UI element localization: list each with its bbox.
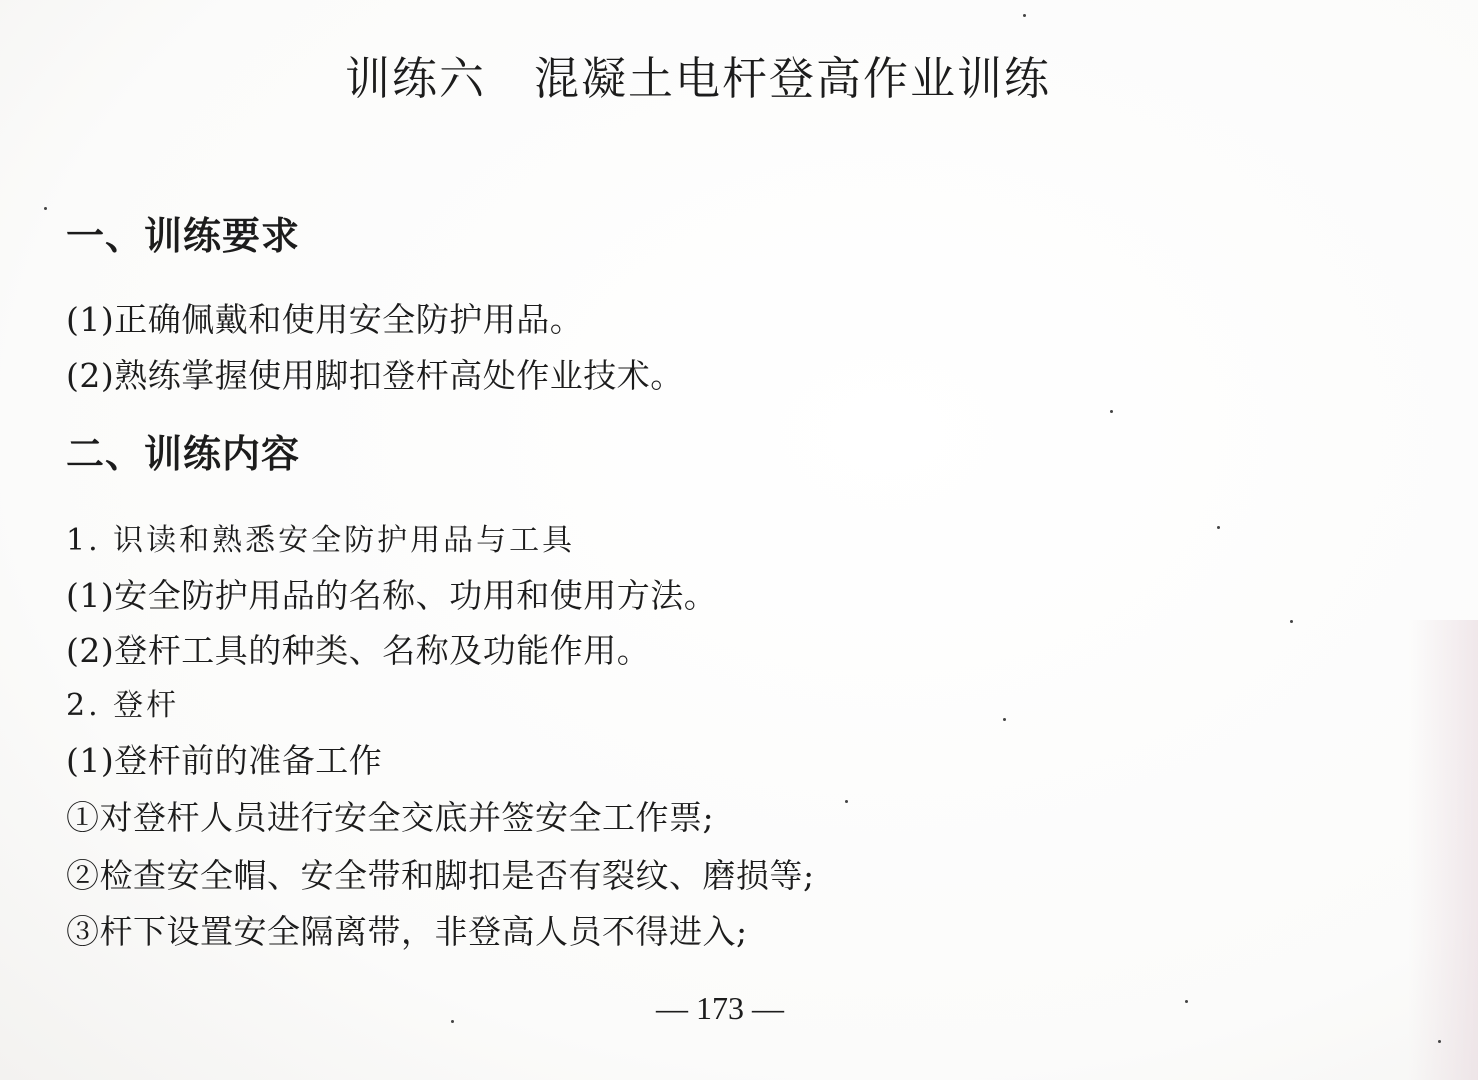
climb-prep-heading: (1)登杆前的准备工作: [66, 741, 383, 780]
paper-speck: [44, 207, 47, 210]
content-item-2: (2)登杆工具的种类、名称及功能作用。: [66, 631, 651, 670]
climb-step-1: ①对登杆人员进行安全交底并签安全工作票;: [66, 798, 715, 837]
paper-speck: [1217, 526, 1220, 529]
subsection-heading-1: 1. 识读和熟悉安全防护用品与工具: [66, 523, 576, 558]
title-main: 混凝土电杆登高作业训练: [534, 52, 1052, 105]
climb-step-2: ②检查安全帽、安全带和脚扣是否有裂纹、磨损等;: [66, 856, 815, 895]
paper-speck: [1185, 1000, 1188, 1003]
requirement-item-2: (2)熟练掌握使用脚扣登杆高处作业技术。: [66, 356, 684, 395]
paper-speck: [1110, 410, 1113, 413]
section-heading-requirements: 一、训练要求: [66, 214, 301, 258]
paper-speck: [1290, 620, 1293, 623]
section-heading-content: 二、训练内容: [66, 432, 301, 476]
subsection-heading-2: 2. 登杆: [66, 688, 180, 723]
title-prefix: 训练六: [345, 52, 487, 105]
paper-speck: [451, 1020, 454, 1023]
paper-speck: [1003, 718, 1006, 721]
content-item-1: (1)安全防护用品的名称、功用和使用方法。: [66, 576, 718, 615]
page-number: — 173 —: [656, 990, 784, 1026]
climb-step-3: ③杆下设置安全隔离带，非登高人员不得进入;: [66, 912, 748, 951]
paper-edge-shading: [1408, 620, 1478, 1080]
page-title: [345, 42, 1051, 107]
paper-speck: [845, 800, 848, 803]
paper-speck: [1438, 1040, 1441, 1043]
requirement-item-1: (1)正确佩戴和使用安全防护用品。: [66, 300, 584, 339]
paper-speck: [1023, 14, 1026, 17]
